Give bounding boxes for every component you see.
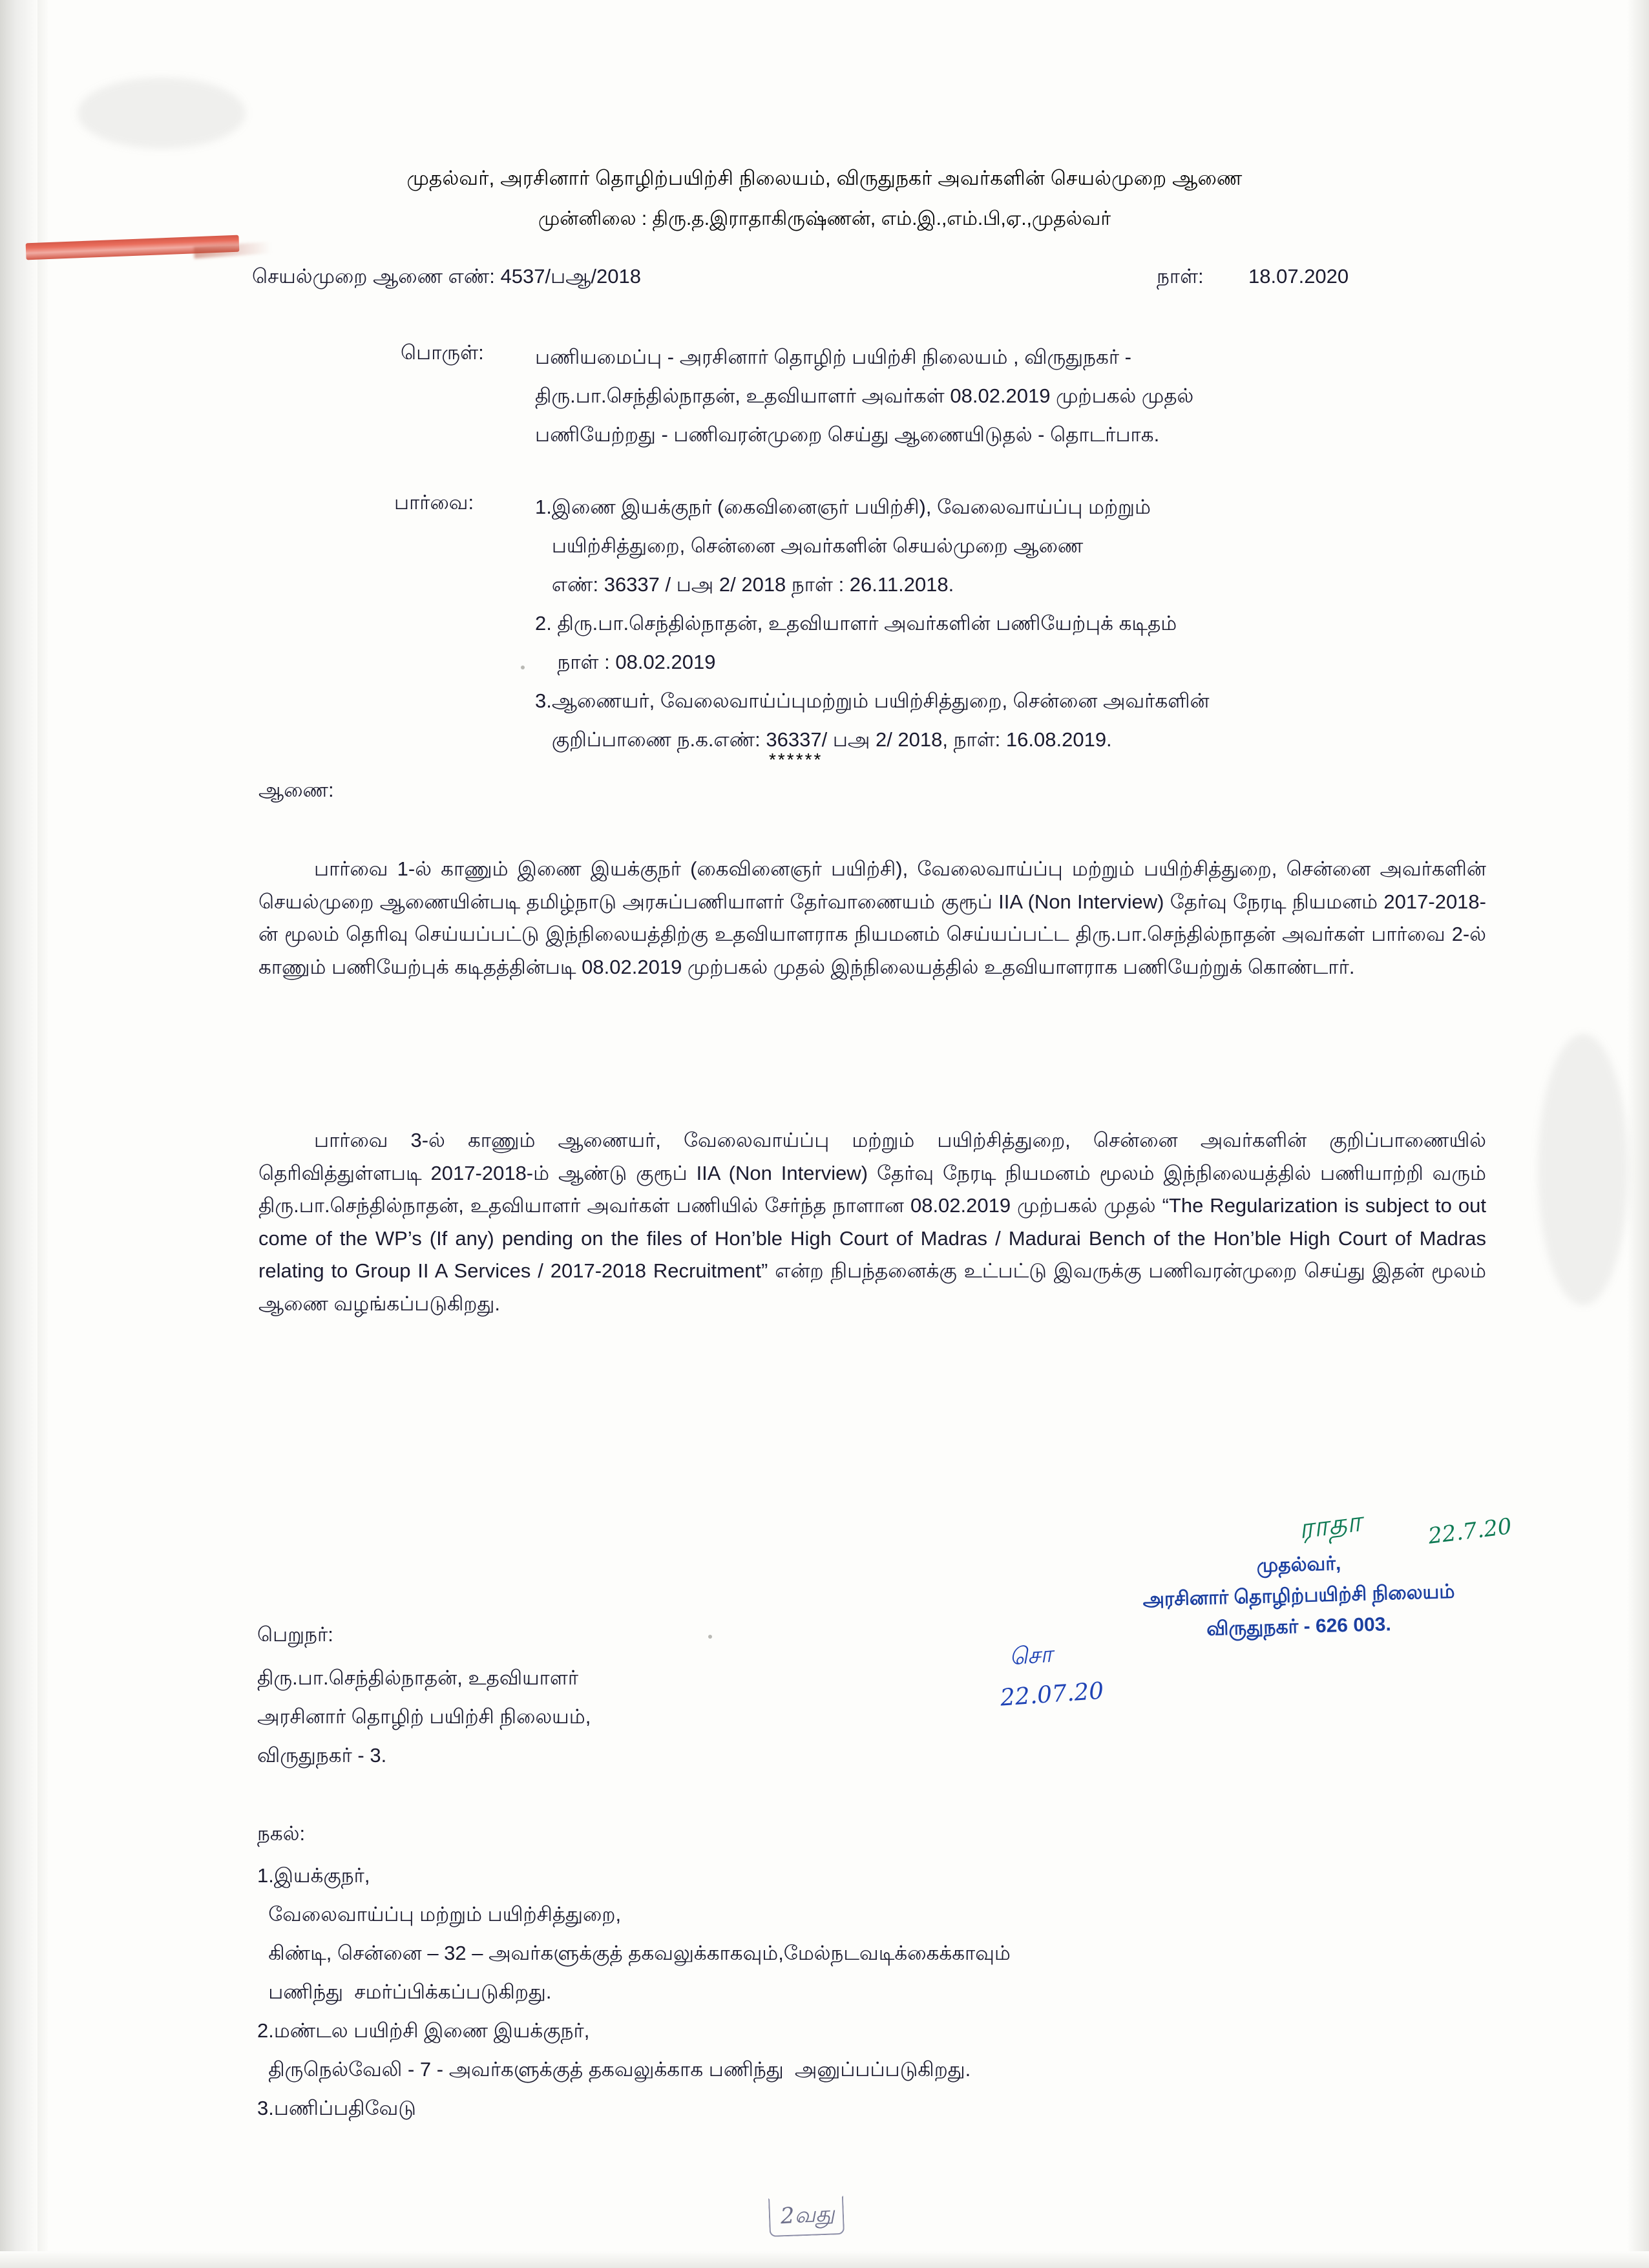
reference-item-2-line-1: 2. திரு.பா.செந்தில்நாதன், உதவியாளர் அவர்களின் பணியேற்புக் கடிதம் [535,612,1177,635]
copy-to-line-4: பணிந்து சமர்ப்பிக்கப்படுகிறது. [257,1980,552,2003]
signature-handwriting-date: 22.7.20 [1427,1513,1513,1549]
recipient-label: பெறுநர்: [257,1623,333,1646]
reference-item-1-line-3: எண்: 36337 / பஅ 2/ 2018 நாள் : 26.11.2018. [535,573,954,596]
copy-to-label: நகல்: [257,1822,306,1845]
copy-to-line-5: 2.மண்டல பயிற்சி இணை இயக்குநர், [257,2019,590,2042]
footer-page-mark: 2வது [779,2200,835,2230]
office-stamp-line-1: முதல்வர், [1256,1553,1341,1577]
subject-label: பொருள்: [401,341,484,364]
order-paragraph-2: பார்வை 3-ல் காணும் ஆணையர், வேலைவாய்ப்பு மற்றும் பயிற்சித்துறை, சென்னை அவர்களின் குறிப்பாணையில் தெரிவித்துள்ளபடி 2017-2018-ம் ஆண்டு குரூப் IIA (Non Interview) தேர்வு நேரடி நியமனம் மூலம் இந்நிலையத்தில் பணியாற்றி வரும் திரு.பா.செந்தில்நாதன், உதவியாளர் அவர்கள் பணியில் சேர்ந்த நாளான 08.02.2019 முற்பகல் முதல் “The Regularization is subject to out come of the WP’s (If any) pending on the files of Hon’ble High Court of Madras / Madurai Bench of the Hon’ble High Court of Madras relating to Group II A Services / 2017-2018 Recruitment” என்ற நிபந்தனைக்கு உட்பட்டு இவருக்கு பணிவரன்முறை செய்து இதன் மூலம் ஆணை வழங்கப்படுகிறது. [258,1129,1486,1315]
copy-to-line-3: கிண்டி, சென்னை – 32 – அவர்களுக்குத் தகவலுக்காகவும்,மேல்நடவடிக்கைக்காவும் [257,1942,1011,1964]
reference-label: பார்வை: [394,491,474,514]
date-label: நாள்: [1157,265,1204,288]
recipient-line-1: திரு.பா.செந்தில்நாதன், உதவியாளர் [257,1666,579,1689]
copy-to-line-2: வேலைவாய்ப்பு மற்றும் பயிற்சித்துறை, [257,1903,622,1926]
subject-line-3: பணியேற்றது - பணிவரன்முறை செய்து ஆணையிடுதல் - தொடர்பாக. [535,423,1160,446]
order-heading: ஆணை: [258,779,334,801]
signature-initials-date: 22.07.20 [999,1677,1105,1712]
signature-handwriting: ராதா [1296,1505,1363,1546]
recipient-line-3: விருதுநகர் - 3. [257,1744,387,1767]
recipient-line-2: அரசினார் தொழிற் பயிற்சி நிலையம், [257,1705,591,1728]
subject-line-2: திரு.பா.செந்தில்நாதன், உதவியாளர் அவர்கள் 08.02.2019 முற்பகல் முதல் [535,384,1194,407]
signature-initials: சொ [1008,1641,1054,1671]
reference-item-1-line-1: 1.இணை இயக்குநர் (கைவினைஞர் பயிற்சி), வேலைவாய்ப்பு மற்றும் [535,496,1151,518]
order-number: செயல்முறை ஆணை எண்: 4537/பஆ/2018 [252,265,641,288]
subject-line-1: பணியமைப்பு - அரசினார் தொழிற் பயிற்சி நிலையம் , விருதுநகர் - [535,346,1131,368]
reference-item-2-line-2: நாள் : 08.02.2019 [535,651,716,673]
reference-separator: ****** [769,750,823,770]
reference-item-3-line-1: 3.ஆணையர், வேலைவாய்ப்புமற்றும் பயிற்சித்துறை, சென்னை அவர்களின் [535,689,1210,712]
order-paragraph-1: பார்வை 1-ல் காணும் இணை இயக்குநர் (கைவினைஞர் பயிற்சி), வேலைவாய்ப்பு மற்றும் பயிற்சித்துறை, சென்னை அவர்களின் செயல்முறை ஆணையின்படி தமிழ்நாடு அரசுப்பணியாளர் தேர்வாணையம் குரூப் IIA (Non Interview) தேர்வு நேரடி நியமனம் 2017-2018-ன் மூலம் தெரிவு செய்யப்பட்டு இந்நிலையத்திற்கு உதவியாளராக நியமனம் செய்யப்பட்ட திரு.பா.செந்தில்நாதன் அவர்கள் பார்வை 2-ல் காணும் பணியேற்புக் கடிதத்தின்படி 08.02.2019 முற்பகல் முதல் இந்நிலையத்தில் உதவியாளராக பணியேற்றுக் கொண்டார். [258,857,1486,978]
copy-to-line-6: திருநெல்வேலி - 7 - அவர்களுக்குத் தகவலுக்காக பணிந்து அனுப்பப்படுகிறது. [257,2058,971,2081]
reference-item-1-line-2: பயிற்சித்துறை, சென்னை அவர்களின் செயல்முறை ஆணை [535,534,1084,557]
date-value: 18.07.2020 [1248,265,1349,288]
document-header-line-2: முன்னிலை : திரு.த.இராதாகிருஷ்ணன், எம்.இ.,எம்.பி,ஏ.,முதல்வர் [538,208,1111,229]
document-header-line-1: முதல்வர், அரசினார் தொழிற்பயிற்சி நிலையம், விருதுநகர் அவர்களின் செயல்முறை ஆணை [406,167,1243,189]
reference-item-3-line-2: குறிப்பாணை ந.க.எண்: 36337/ பஅ 2/ 2018, நாள்: 16.08.2019. [535,728,1112,751]
office-stamp-line-3: விருதுநகர் - 626 003. [1206,1613,1392,1640]
office-stamp-line-2: அரசினார் தொழிற்பயிற்சி நிலையம் [1142,1580,1455,1611]
copy-to-line-1: 1.இயக்குநர், [257,1864,370,1887]
copy-to-line-7: 3.பணிப்பதிவேடு [257,2097,416,2119]
